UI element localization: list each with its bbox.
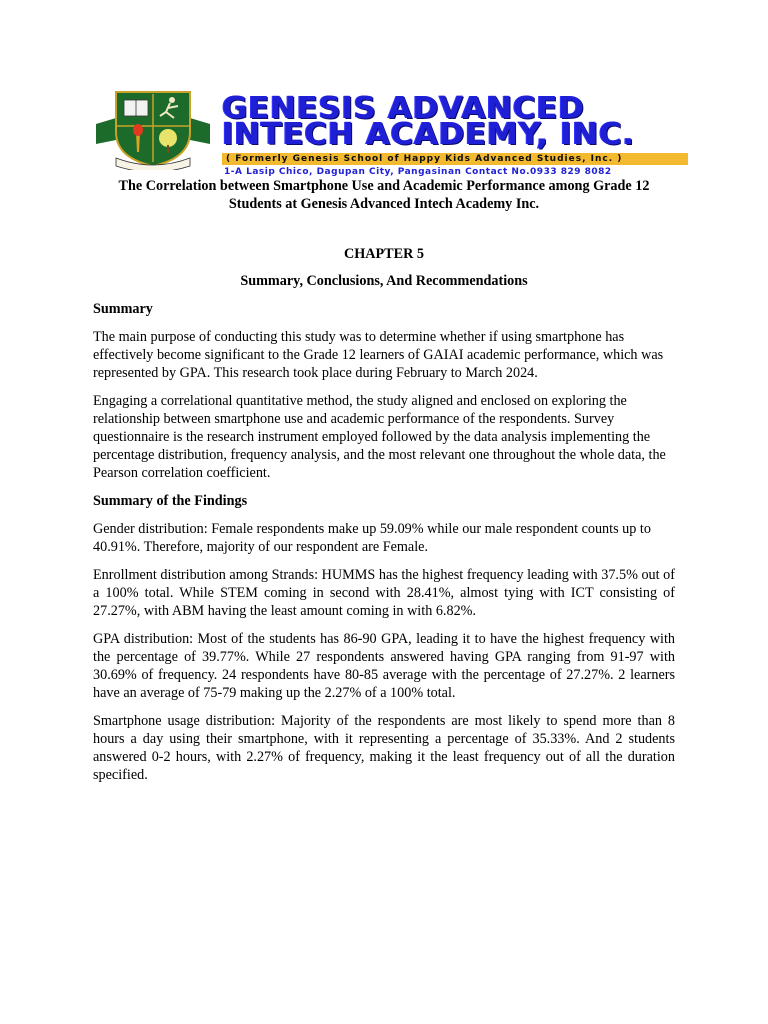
- school-name-line-1: GENESIS ADVANCED: [222, 91, 585, 126]
- finding-gender-distribution: Gender distribution: Female respondents make up 59.09% while our male respondent counts up to 40.91%. Therefore, majority of our respondent are Female.: [93, 521, 651, 555]
- findings-heading: Summary of the Findings: [93, 493, 248, 509]
- document-title: The Correlation between Smartphone Use and Academic Performance among Grade 12 Students at Genesis Advanced Intech Academy Inc.: [118, 178, 650, 212]
- chapter-heading: CHAPTER 5: [343, 246, 424, 262]
- school-seal-logo: [94, 88, 212, 170]
- chapter-subtitle: Summary, Conclusions, And Recommendations: [240, 273, 528, 289]
- finding-smartphone-usage: Smartphone usage distribution: Majority of the respondents are most likely to spend more than 8 hours a day using their smartphone, with it representing a percentage of 35.33%. And 2 students answered 0-2 hours, with 2.27% of frequency, making it the least frequency out of all the duration specified.: [93, 713, 675, 783]
- school-wordmark: [222, 91, 698, 177]
- summary-paragraph-1: The main purpose of conducting this study was to determine whether if using smartphone has effectively become significant to the Grade 12 learners of GAIAI academic performance, which was represented by GPA. This research took place during February to March 2024.: [93, 329, 664, 381]
- summary-paragraph-2: Engaging a correlational quantitative method, the study aligned and enclosed on exploring the relationship between smartphone use and academic performance of the respondents. Survey questionnaire is the research instrument employed followed by the data analysis implementing the percentage distribution, frequency analysis, and the most relevant one throughout the whole data, the Pearson correlation coefficient.: [93, 393, 666, 481]
- summary-heading: Summary: [93, 301, 153, 317]
- former-name-banner: ( Formerly Genesis School of Happy Kids Advanced Studies, Inc. ): [222, 153, 688, 165]
- letterhead: [92, 88, 698, 177]
- finding-gpa-distribution: GPA distribution: Most of the students has 86-90 GPA, leading it to have the highest frequency with the percentage of 39.77%. While 27 respondents answered having GPA ranging from 91-97 with 30.69% of frequency. 24 respondents have 80-85 average with the percentage of 27.27%. 2 learners have an average of 75-79 making up the 2.27% of a 100% total.: [93, 631, 675, 701]
- school-address: 1-A Lasip Chico, Dagupan City, Pangasinan Contact No.0933 829 8082: [224, 167, 612, 177]
- document-body: [93, 177, 675, 784]
- finding-strand-distribution: Enrollment distribution among Strands: HUMMS has the highest frequency leading with 37.5% out of a 100% total. While STEM coming in second with 28.41%, almost tying with ICT consisting of 27.27%, with ABM having the least amount coming in with 6.82%.: [93, 567, 675, 619]
- school-name-line-2: INTECH ACADEMY, INC.: [222, 117, 635, 152]
